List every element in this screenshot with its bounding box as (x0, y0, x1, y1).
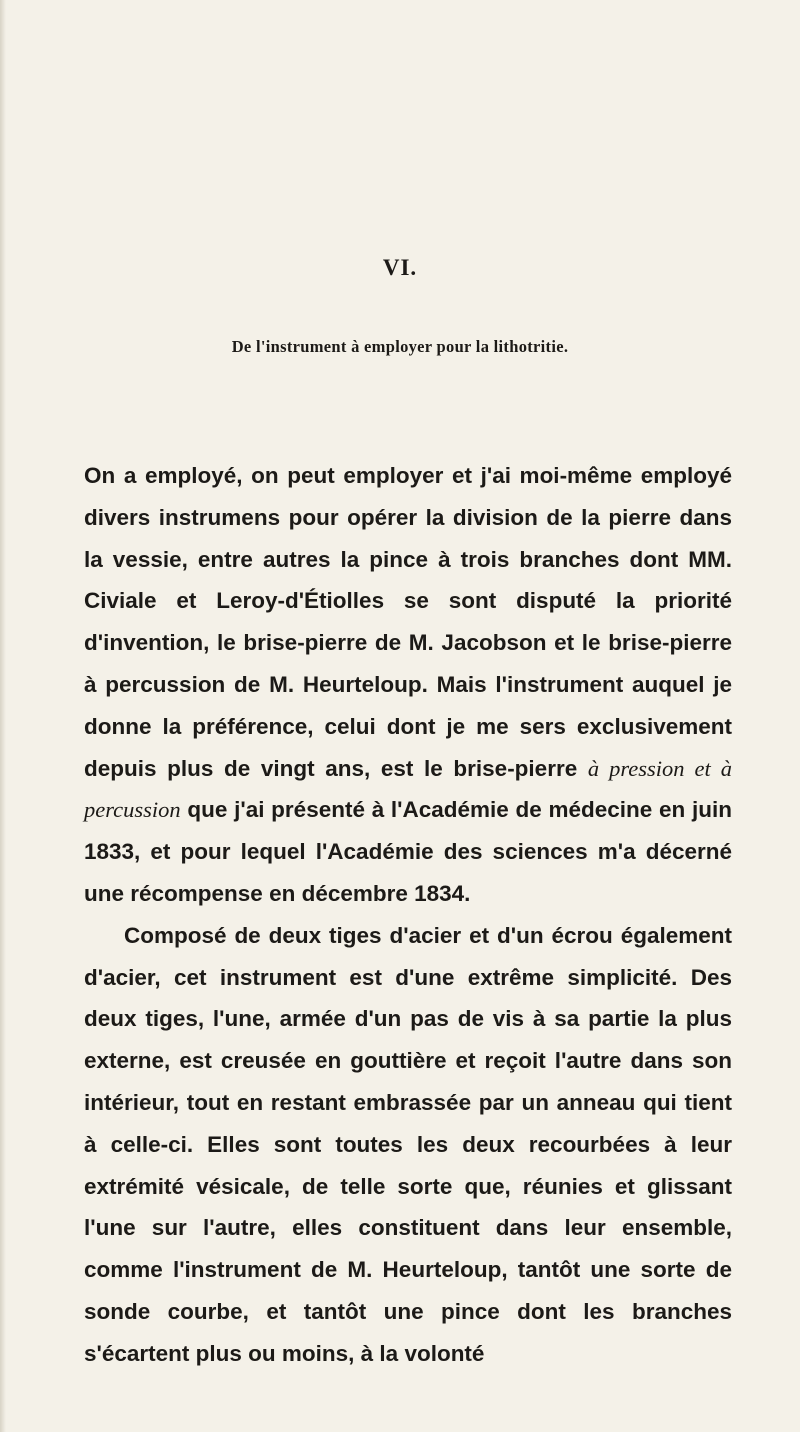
body-text (84, 455, 732, 1375)
paragraph-1-italic-phrase: à pression et à percussion (84, 755, 732, 823)
paragraph-1 (84, 455, 732, 915)
section-number: VI. (382, 255, 418, 280)
paragraph-1-text-a: On a employé, on peut employer et j'ai moi-même employé divers instrumens pour opérer la division de la pierre dans la vessie, entre autres la pince à trois branches dont MM. Civiale et Leroy-d'Étiolles se sont disputé la priorité d'invention, le brise-pierre de M. Jacobson et le brise-pierre à percussion de M. Heurteloup. Mais l'instrument auquel je donne la préférence, celui dont je me sers exclusivement depuis plus de vingt ans, est le brise-pierre (84, 463, 732, 781)
page-edge (0, 0, 6, 1432)
section-heading: De l'instrument à employer pour la lithotritie. (231, 337, 569, 356)
paragraph-1-text-b: que j'ai présenté à l'Académie de médecine en juin 1833, et pour lequel l'Académie des sciences m'a décerné une récompense en décembre 1834. (84, 797, 732, 906)
paragraph-2: Composé de deux tiges d'acier et d'un écrou également d'acier, cet instrument est d'une extrême simplicité. Des deux tiges, l'une, armée d'un pas de vis à sa partie la plus externe, est creusée en gouttière et reçoit l'autre dans son intérieur, tout en restant embrassée par un anneau qui tient à celle-ci. Elles sont toutes les deux recourbées à leur extrémité vésicale, de telle sorte que, réunies et glissant l'une sur l'autre, elles constituent dans leur ensemble, comme l'instrument de M. Heurteloup, tantôt une sorte de sonde courbe, et tantôt une pince dont les branches s'écartent plus ou moins, à la volonté (84, 922, 732, 1366)
